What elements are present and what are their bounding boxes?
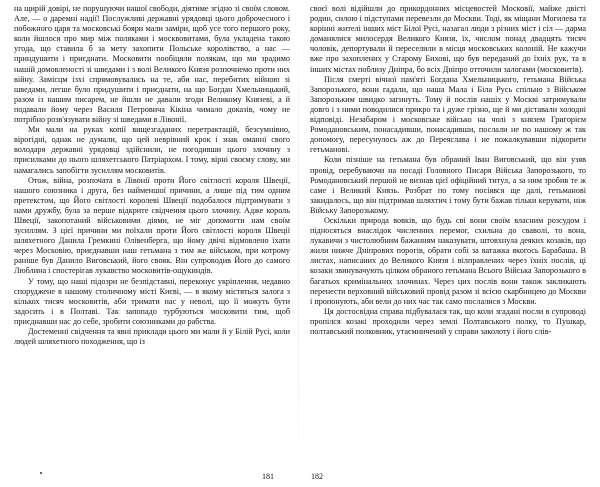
- page-gutter: [298, 0, 299, 487]
- left-paragraph-4: У тому, що наші підозри не безпідставні, переконує укріплення, недавно споруджене в нашому столичному місті Києві, — в якому містяться залога з кількох тисяч московитів, аби тримати нас у неволі, що її можуть бути задосить і в Полтаві. Так запопадо турбуються московити тим, щоб приєднавши нас до себе, зробити союзниками до рабства.: [14, 276, 290, 326]
- left-paragraph-1: на щирій довірі, не порушуючи нашої свободи, діятиме згідно зі своїм словом. Але, — о даремні надії! Послужливі державні урядовці цього доброчесного і побожного царя та московські бояри мали заміри, щоб усе того першого року, коли йшлося про мир між поляками і москвовитами, була укладена такою угода, що ставила б за мету захопити Польське королівство, а нас — приндушити і приєднати. Московити пообіцяли полякам, що ми зрадимо нашій домовленості зі шведами і з волі Великого Князя розпочнемо проти них війну. Замісцм ізхі спрямовувались на те, аби нас, перебитих війною зі шведами, легше було придушити і приєднати, на що Богдан Хмельницький, разом із нашим писарем, не йшли не давали згоди Великому Князеві, а й подавали йому через Василя Петровича Кікіна чимало доказів, чому не потрібно розв'язувати війну зі шведами в Лівонії.: [14, 4, 290, 125]
- right-paragraph-5: Ця достосвідна справа підбувалася так, що коли згадані посли в супроводі пропілся козакі проходили через землі Полтавського полку, то Пушкар, полтавський полковник, утаємничений у справи заколоту і його слів-: [310, 306, 586, 336]
- left-paragraph-2: Ми мали на руках копії вищезгаданих перетрактацій, безсумнівно, вірогідні, однак не думали, що цей неврівний крок і знак оманні свого володаря державні урядовці здійснили, не погодивши цього злочину з присилками до нього шляхетського Патріархом. І тому, вірні своєму слову, ми намагались запобігти зусиллям московитів.: [14, 125, 290, 175]
- right-page-text: [310, 4, 586, 456]
- left-paragraph-5: Достеменні свідчення та явні приклади цього ми мали й у Білій Русі, коли людей шляхетного походження, що із: [14, 327, 290, 347]
- left-page-number: 181: [262, 472, 274, 481]
- right-paragraph-3: Коли пізніше на гетьмана був обраний Іван Виговський, що він узяв провід, перебуваючи на посаді Головного Писаря Війська Запорозького, то Ромодановський першой не визнав цієї офіційний титул, а за ним зробив те ж саме і Великий Князь. Розбрат по тому посіявся ще далі, гетьманові закидалось, що він підтримав шляхтич і тому бути бажав тільки керувати, ніж Війську Запорозькому.: [310, 155, 586, 215]
- right-paragraph-1: своєї волі відійшли до прикордонних місцевостей Московії, майже двісті родин, силою і підступами перевезли до Москви. Тоді, як міщани Могилева та корінні жителі інших міст Білої Русі, назагал люди з різних міст і сіл — дарма доманялися милосердя Великого Князя, їх, числом понад двадцять тисяч чоловік, депортували й переселили в місця московських колоній. Не кажучи вже про захоплених у Старому Бихові, що був переданий до їхніх рук, та в інших містах поблизу Дніпра, бо всіх Дніпро отточили залогами (московитів).: [310, 4, 586, 74]
- right-paragraph-4: Оскільки природа вовків, що будь сві вони своїм власним розсудом і підносяться внаслідок численних перемог, схильна до сваволі, то вона, лукавичи з чистолюбним бажанням наказувати, штовхнула деяких козаків, що жили нижче Дніпрових порогів, обрати собі за ватажка якогось Барабаша. В листах, написаних до Великого Князя і вілправлених через їхніх послів, ці козаки звинувачують цілком обраного гетьмана Всього Війська Запорозького в багатьох кримінальних злочинах. Через цих послів вони також закликають перенести верховний військовий провід разом зі всією скарбницею до Москви і пропонують, аби вели до них час так само послалися з Москви.: [310, 215, 586, 306]
- print-speck: [40, 472, 42, 474]
- right-paragraph-2: Після смерті вічної пам'яті Богдана Хмельницького, гетьмана Війська Запорозького, вони гадали, що наша Мала і Біла Русь спільно з Військом Запорозьким швидко загинуть. Тому й послів нашіх у Москві затримували довго і з ними поводилися прикро та і дуже грізно, ще й ми діставали холодні відповіді. Незабаром і московське військо на чолі з князем Григорієм Ромодановським, понасадивши, понасадивши, послали не по нашому ж так допомогу, пересунулось аж до Переяслава і не пожалкувавши підкорити гетьманові.: [310, 74, 586, 155]
- right-page-number: 182: [311, 472, 323, 481]
- left-page-text: [14, 4, 290, 456]
- left-paragraph-3: Отож, війна, розпочата в Лівонії проти Його світлості короля Швеції, нашого союзника і друга, без найменшої причини, а лише під тим одним претекстом, що Його світлості королеві Швеції подобалося підтримувати з нами дружбу, була за перше відкрите свідчення цього злочину. Адже король Швеції, закопотаний військовими діями, не міг допомогти нам своїм зусиллям. З цієї причини ми поїхали проти Його світлості короля Швеції шляхетного Данила Гремкині Олівенберга, що йому двічі відмовлено їхати через Московію, приєднавши наш гетьмана з тим же військом, при котрому раніше був Данило Виговський, його свояк. Він супроводив Його до самого Люблина і спостерігав лукавство московитів-ощукиндів.: [14, 175, 290, 276]
